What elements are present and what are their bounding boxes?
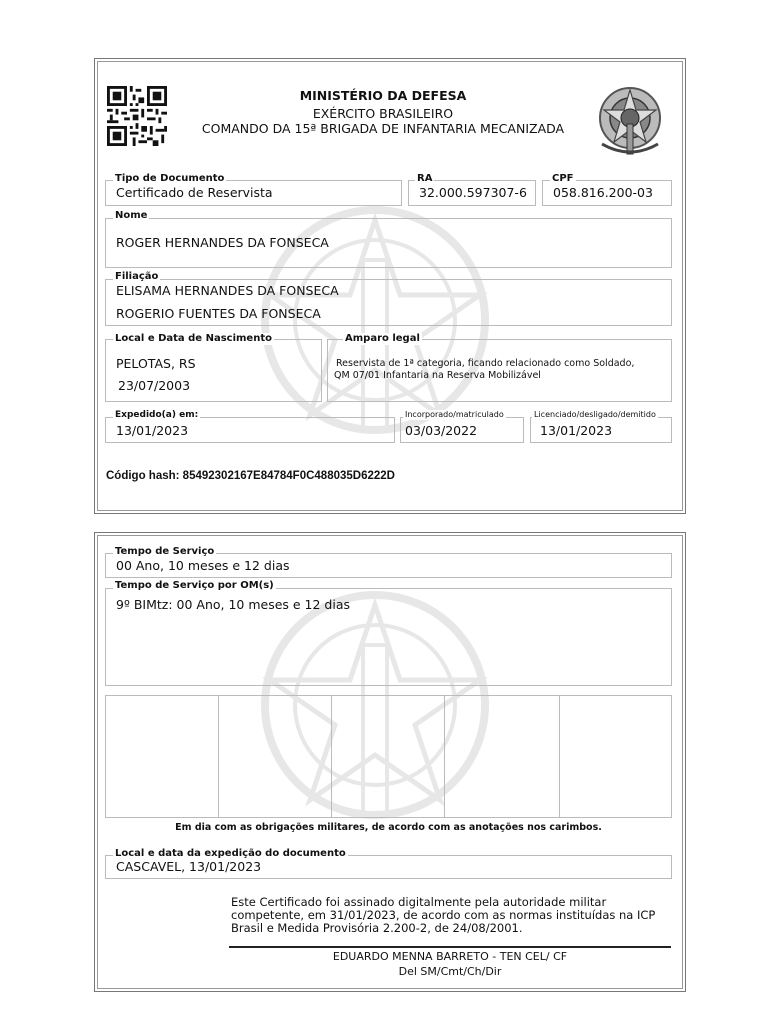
command-title: COMANDO DA 15ª BRIGADA DE INFANTARIA MECANIZADA (201, 121, 565, 136)
cpf-label: CPF (552, 173, 574, 184)
amparo-line1: Reservista de 1ª categoria, ficando relacionado como Soldado, (336, 358, 635, 369)
nascimento-data: 23/07/2003 (118, 378, 191, 393)
hash-label: Código hash: (106, 470, 180, 482)
nome-label: Nome (115, 210, 148, 221)
nascimento-label: Local e Data de Nascimento (115, 333, 272, 344)
local-exp-label: Local e data da expedição do documento (115, 848, 346, 859)
signer-role: Del SM/Cmt/Ch/Dir (398, 965, 502, 978)
ra-label: RA (417, 173, 433, 184)
stamp-box-3 (331, 695, 445, 818)
sig-text-1: Este Certificado foi assinado digitalmente pela autoridade militar (231, 895, 607, 909)
stamp-box-2 (218, 695, 332, 818)
stamp-box-4 (444, 695, 560, 818)
stamp-box-1 (105, 695, 219, 818)
tempo-label: Tempo de Serviço (115, 546, 215, 557)
sig-text-3: Brasil e Medida Provisória 2.200-2, de 24/08/2001. (231, 921, 523, 935)
tempo-om-label: Tempo de Serviço por OM(s) (115, 580, 274, 591)
incorporado-label: Incorporado/matriculado (405, 410, 504, 419)
hash-line (106, 470, 395, 482)
filiacao-pai: ROGERIO FUENTES DA FONSECA (116, 306, 321, 321)
local-exp-value: CASCAVEL, 13/01/2023 (116, 859, 262, 874)
signer-name: EDUARDO MENNA BARRETO - TEN CEL/ CF (332, 950, 568, 963)
army-title: EXÉRCITO BRASILEIRO (312, 106, 454, 121)
tipo-label: Tipo de Documento (115, 173, 225, 184)
filiacao-mae: ELISAMA HERNANDES DA FONSECA (116, 283, 339, 298)
tempo-om-value: 9º BIMtz: 00 Ano, 10 meses e 12 dias (116, 597, 351, 612)
licenciado-label: Licenciado/desligado/demitido (534, 410, 656, 419)
ra-value: 32.000.597307-6 (419, 185, 527, 200)
expedido-label: Expedido(a) em: (115, 410, 199, 420)
filiacao-label: Filiação (115, 271, 159, 282)
sig-text-2: competente, em 31/01/2023, de acordo com as normas instituídas na ICP (231, 908, 656, 922)
hash-value: 85492302167E84784F0C488035D6222D (182, 470, 395, 482)
tempo-value: 00 Ano, 10 meses e 12 dias (116, 558, 290, 573)
nome-value: ROGER HERNANDES DA FONSECA (116, 235, 329, 250)
licenciado-value: 13/01/2023 (540, 423, 613, 438)
expedido-value: 13/01/2023 (116, 423, 189, 438)
incorporado-value: 03/03/2022 (405, 423, 478, 438)
amparo-line2: QM 07/01 Infantaria na Reserva Mobilizável (334, 370, 541, 381)
em-dia-text: Em dia com as obrigações militares, de acordo com as anotações nos carimbos. (175, 822, 602, 833)
nascimento-local: PELOTAS, RS (116, 356, 196, 371)
cpf-value: 058.816.200-03 (553, 185, 653, 200)
tipo-value: Certificado de Reservista (116, 185, 273, 200)
stamp-box-5 (559, 695, 672, 818)
amparo-label: Amparo legal (345, 333, 420, 344)
ministry-title: MINISTÉRIO DA DEFESA (299, 88, 467, 103)
signature-line (229, 946, 671, 948)
